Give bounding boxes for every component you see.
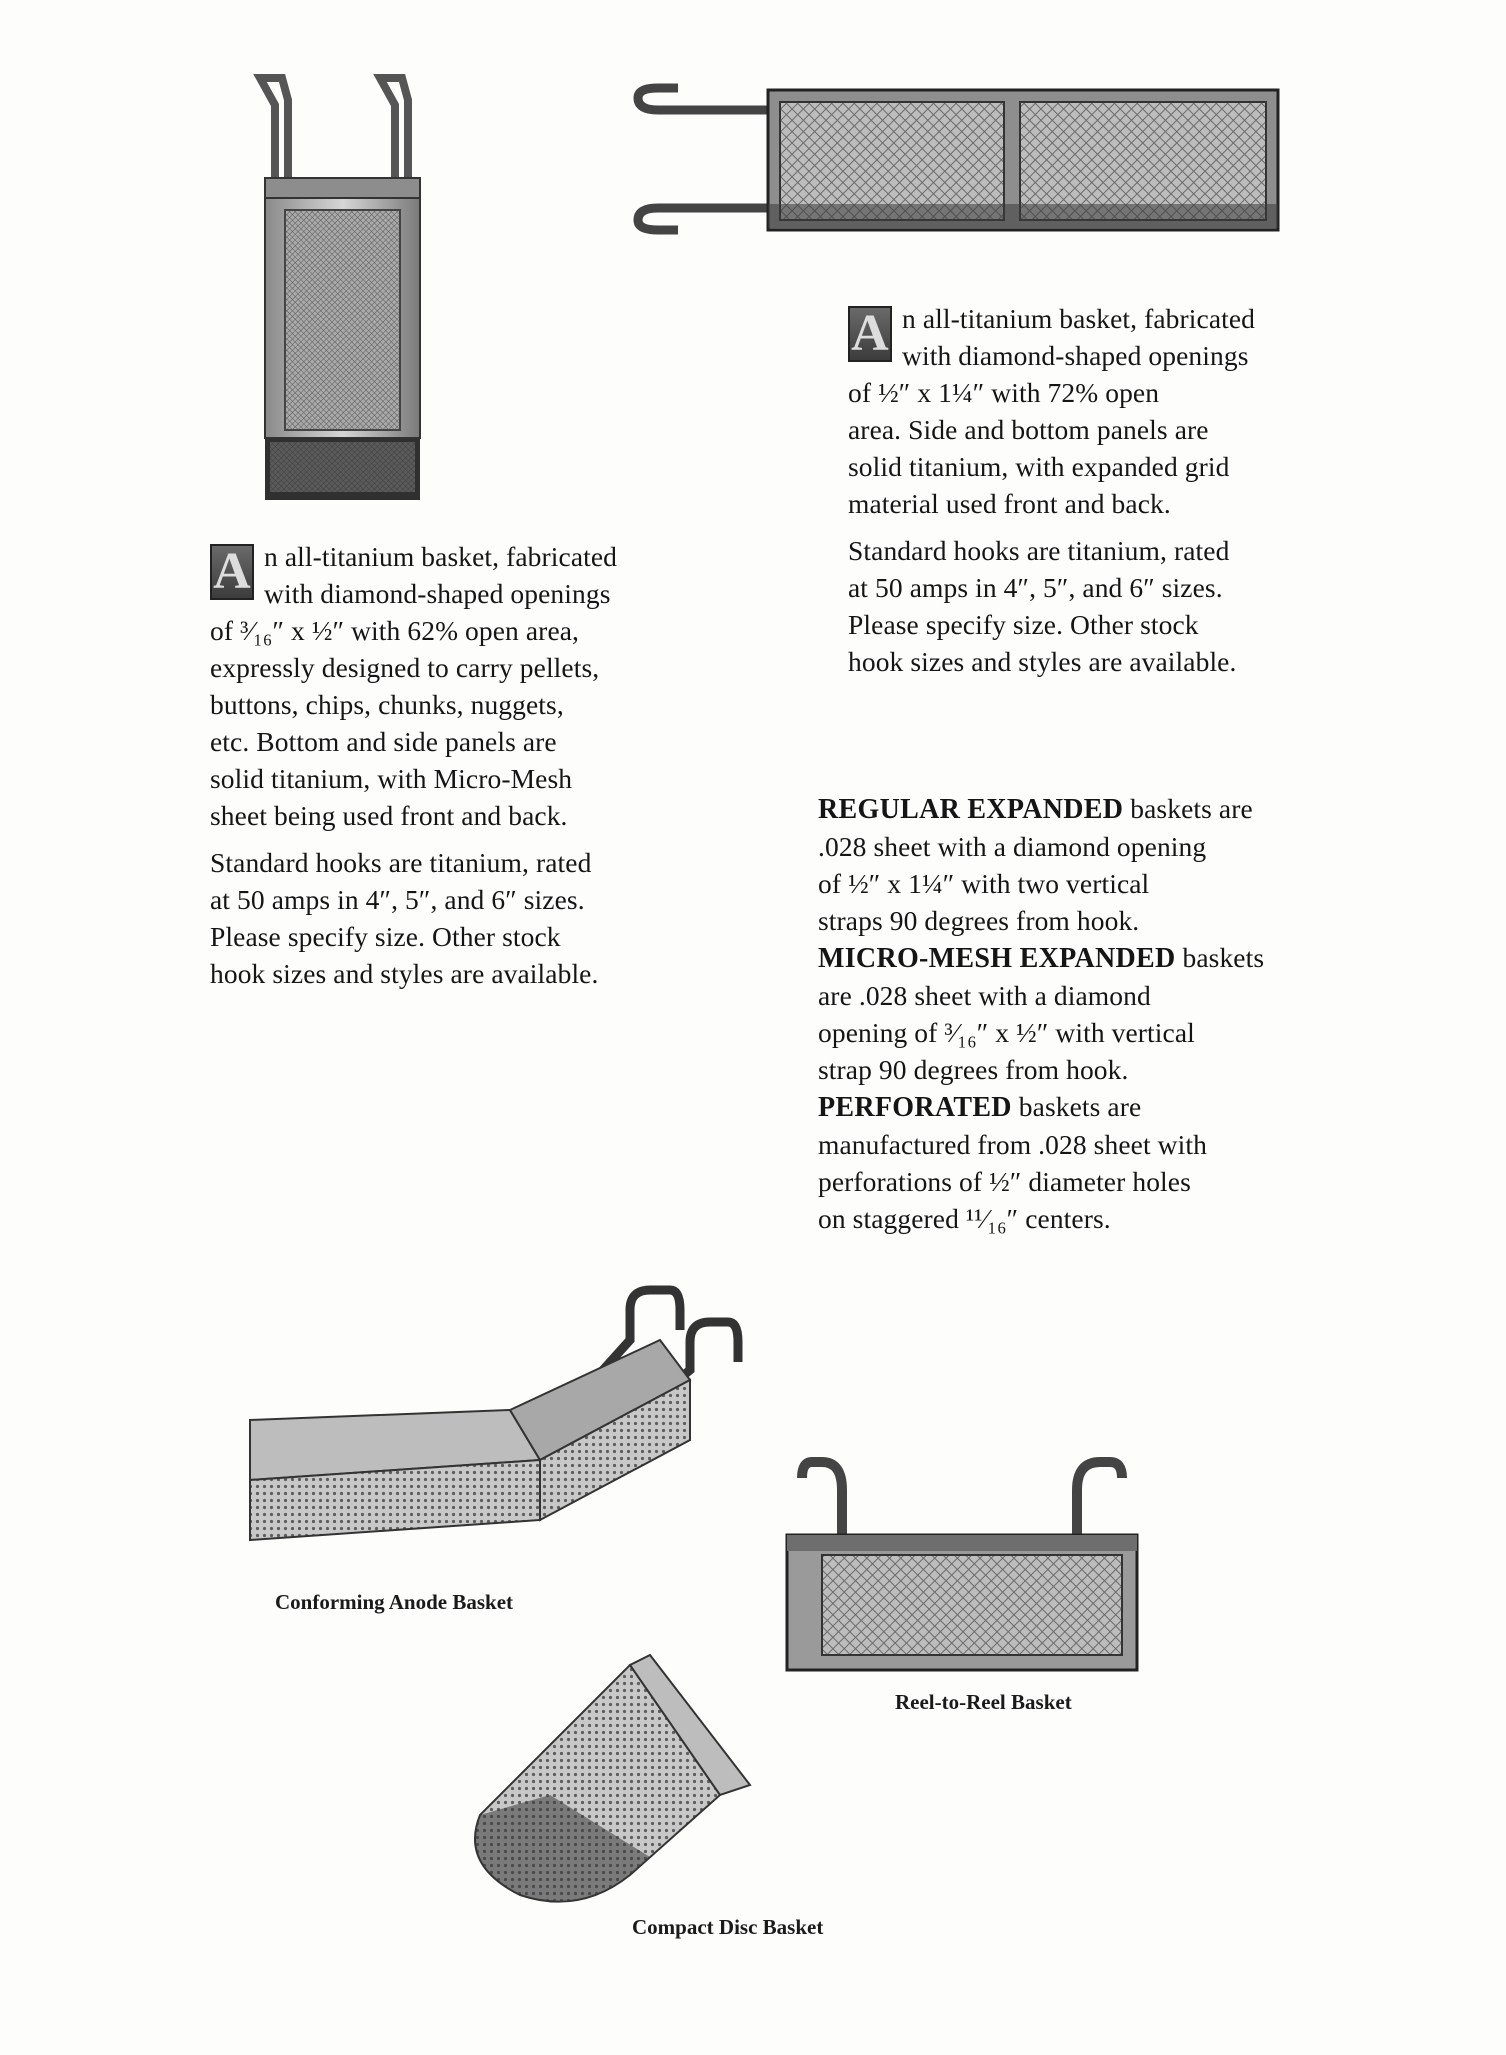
compact-disc-basket-photo	[460, 1645, 760, 1905]
expanded-basket-description	[848, 300, 1328, 690]
drop-cap: A	[210, 544, 254, 600]
text-line: manufactured from .028 sheet with	[818, 1129, 1207, 1160]
reel-to-reel-basket-caption: Reel-to-Reel Basket	[895, 1690, 1072, 1714]
text-line: strap 90 degrees from hook.	[818, 1054, 1129, 1085]
text-line: n all-titanium basket, fabricated	[902, 303, 1256, 334]
text-line: sheet being used front and back.	[210, 800, 568, 831]
text-line: with diamond-shaped openings	[902, 340, 1249, 371]
text-line: Please specify size. Other stock	[210, 921, 561, 952]
text-line: .028 sheet with a diamond opening	[818, 831, 1207, 862]
text-line: buttons, chips, chunks, nuggets,	[210, 689, 564, 720]
text-line: Standard hooks are titanium, rated	[848, 535, 1230, 566]
text-line: Standard hooks are titanium, rated	[210, 847, 592, 878]
vertical-mesh-basket-photo	[250, 70, 435, 510]
expanded-basket-para2	[848, 532, 1328, 680]
text-line: on staggered ¹¹⁄₁₆″ centers.	[818, 1203, 1111, 1234]
expanded-basket-para1	[848, 300, 1328, 522]
micro-mesh-basket-description	[210, 538, 690, 1002]
text-line: baskets are	[1123, 793, 1253, 824]
text-line: straps 90 degrees from hook.	[818, 905, 1140, 936]
drop-cap: A	[848, 306, 892, 362]
conforming-anode-basket-caption: Conforming Anode Basket	[275, 1590, 514, 1614]
text-line: Please specify size. Other stock	[848, 609, 1199, 640]
text-line: opening of ³⁄₁₆″ x ½″ with vertical	[818, 1017, 1195, 1048]
text-line: are .028 sheet with a diamond	[818, 980, 1151, 1011]
text-line: expressly designed to carry pellets,	[210, 652, 600, 683]
text-line: baskets are	[1011, 1091, 1142, 1122]
text-line: at 50 amps in 4″, 5″, and 6″ sizes.	[848, 572, 1223, 603]
micro-mesh-basket-para1	[210, 538, 690, 834]
compact-disc-basket-caption: Compact Disc Basket	[632, 1915, 824, 1939]
micro-mesh-expanded-heading: MICRO-MESH EXPANDED	[818, 943, 1176, 974]
text-line: etc. Bottom and side panels are	[210, 726, 557, 757]
text-line: area. Side and bottom panels are	[848, 414, 1209, 445]
perforated-line	[818, 1088, 1338, 1126]
text-line: solid titanium, with Micro-Mesh	[210, 763, 573, 794]
text-line: of ³⁄₁₆″ x ½″ with 62% open area,	[210, 615, 580, 646]
text-line: baskets	[1175, 942, 1265, 973]
text-line: with diamond-shaped openings	[264, 578, 611, 609]
text-line: n all-titanium basket, fabricated	[264, 541, 618, 572]
text-line: of ½″ x 1¼″ with two vertical	[818, 868, 1150, 899]
text-line: of ½″ x 1¼″ with 72% open	[848, 377, 1160, 408]
micro-mesh-expanded-line	[818, 939, 1338, 977]
basket-types-description	[818, 790, 1338, 1237]
text-line: hook sizes and styles are available.	[848, 646, 1237, 677]
text-line: perforations of ½″ diameter holes	[818, 1166, 1191, 1197]
text-line: solid titanium, with expanded grid	[848, 451, 1230, 482]
horizontal-expanded-basket-photo	[628, 80, 1290, 240]
text-line: at 50 amps in 4″, 5″, and 6″ sizes.	[210, 884, 585, 915]
reel-to-reel-basket-photo	[782, 1450, 1144, 1675]
regular-expanded-heading: REGULAR EXPANDED	[818, 794, 1124, 825]
text-line: hook sizes and styles are available.	[210, 958, 599, 989]
micro-mesh-basket-para2	[210, 844, 690, 992]
perforated-heading: PERFORATED	[818, 1092, 1012, 1123]
text-line: material used front and back.	[848, 488, 1171, 519]
regular-expanded-line	[818, 790, 1338, 828]
conforming-anode-basket-photo	[240, 1280, 770, 1580]
